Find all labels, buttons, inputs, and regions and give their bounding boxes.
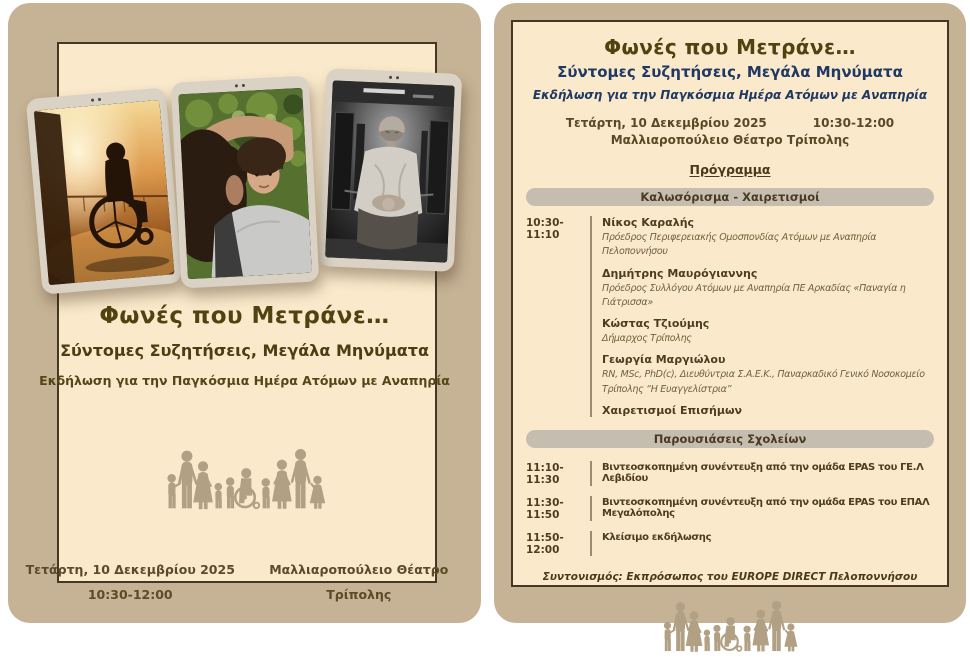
event-title: Φωνές που Μετράνε… <box>99 303 390 329</box>
schedule-row <box>526 496 934 521</box>
hospital-patient-photo <box>325 80 455 262</box>
poster-page <box>8 3 481 623</box>
program-title: Φωνές που Μετράνε… <box>604 35 856 59</box>
program-subtitle: Σύντομες Συζητήσεις, Μεγάλα Μηνύματα <box>557 63 903 81</box>
welcome-section-row <box>526 216 934 417</box>
schedule-time: 11:30-11:50 <box>526 496 564 521</box>
speaker-item <box>602 404 934 417</box>
schedule-row <box>526 461 934 486</box>
speaker-role: Δήμαρχος Τρίπολης <box>602 333 692 344</box>
tablet-camera-icon <box>389 76 399 79</box>
speaker-name: Δημήτρης Μαυρόγιαννης <box>602 266 758 280</box>
tablet-camera-icon <box>235 84 245 88</box>
tablet-photo-frame <box>171 76 320 289</box>
footer-venue-line1: Μαλλιαροπούλειο Θέατρο <box>269 562 449 578</box>
parent-kissing-child-photo <box>178 88 312 279</box>
schedule-text: Βιντεοσκοπημένη συνέντευξη από την ομάδα EPAS του ΕΠΑΛ Μεγαλόπολης <box>590 496 934 521</box>
footer-time: 10:30-12:00 <box>87 586 173 602</box>
program-venue: Μαλλιαροπούλειο Θέατρο Τρίπολης <box>610 133 850 147</box>
speaker-item <box>602 353 934 397</box>
speaker-item <box>602 216 934 260</box>
event-tagline: Εκδήλωση για την Παγκόσμια Ημέρα Ατόμων με Αναπηρία <box>39 373 450 388</box>
speaker-role: RN, MSc, PhD(c), Διευθύντρια Σ.Α.Ε.Κ., Παναρκαδικό Γενικό Νοσοκομείο Τρίπολης “Η Ευαγγελίστρια” <box>602 369 925 395</box>
speaker-role: Πρόεδρος Συλλόγου Ατόμων με Αναπηρία ΠΕ Αρκαδίας «Παναγία η Γιάτρισσα» <box>602 282 906 308</box>
wheelchair-sunset-photo <box>34 100 175 285</box>
welcome-time: 10:30-11:10 <box>526 217 564 241</box>
speaker-item <box>602 317 934 346</box>
tablet-camera-icon <box>91 98 101 102</box>
schedule-text: Βιντεοσκοπημένη συνέντευξη από την ομάδα EPAS του ΓΕ.Λ Λεβιδίου <box>590 461 934 486</box>
tablet-photo-frame <box>318 68 463 272</box>
footer-venue-line2: Τρίπολης <box>326 586 392 602</box>
section-band-schools: Παρουσιάσεις Σχολείων <box>526 430 934 448</box>
speaker-role: Πρόεδρος Περιφερειακής Ομοσπονδίας Ατόμων με Αναπηρία Πελοποννήσου <box>602 232 877 258</box>
speaker-item <box>602 267 934 311</box>
program-tagline: Εκδήλωση για την Παγκόσμια Ημέρα Ατόμων με Αναπηρία <box>532 88 928 102</box>
footer-date: Τετάρτη, 10 Δεκεμβρίου 2025 <box>25 562 235 578</box>
program-panel <box>511 20 949 587</box>
family-silhouette-graphic <box>119 435 371 513</box>
tablet-photo-frame <box>26 87 183 294</box>
family-silhouette-graphic <box>526 589 934 655</box>
event-subtitle: Σύντομες Συζητήσεις, Μεγάλα Μηνύματα <box>60 341 429 360</box>
speakers-list <box>590 216 934 417</box>
program-label: Πρόγραμμα <box>689 162 771 177</box>
speaker-name: Χαιρετισμοί Επισήμων <box>602 403 743 417</box>
schedule-time: 11:50-12:00 <box>526 531 564 556</box>
program-date-row <box>526 116 934 130</box>
program-page <box>494 3 966 623</box>
speaker-name: Γεωργία Μαργιώλου <box>602 353 726 367</box>
program-date: Τετάρτη, 10 Δεκεμβρίου 2025 <box>565 116 767 130</box>
schedule-text: Κλείσιμο εκδήλωσης <box>590 531 934 556</box>
speaker-name: Κώστας Τζιούμης <box>602 317 710 330</box>
schedule-time: 11:10-11:30 <box>526 461 564 486</box>
program-time: 10:30-12:00 <box>812 116 895 130</box>
speaker-name: Νίκος Καραλής <box>602 216 695 229</box>
coordinator-note: Συντονισμός: Εκπρόσωπος του EUROPE DIRECT Πελοποννήσου <box>542 570 918 583</box>
program-content <box>513 22 947 585</box>
schedule-row <box>526 531 934 556</box>
section-band-welcome: Καλωσόρισμα - Χαιρετισμοί <box>526 188 934 206</box>
event-title-block <box>8 303 481 388</box>
